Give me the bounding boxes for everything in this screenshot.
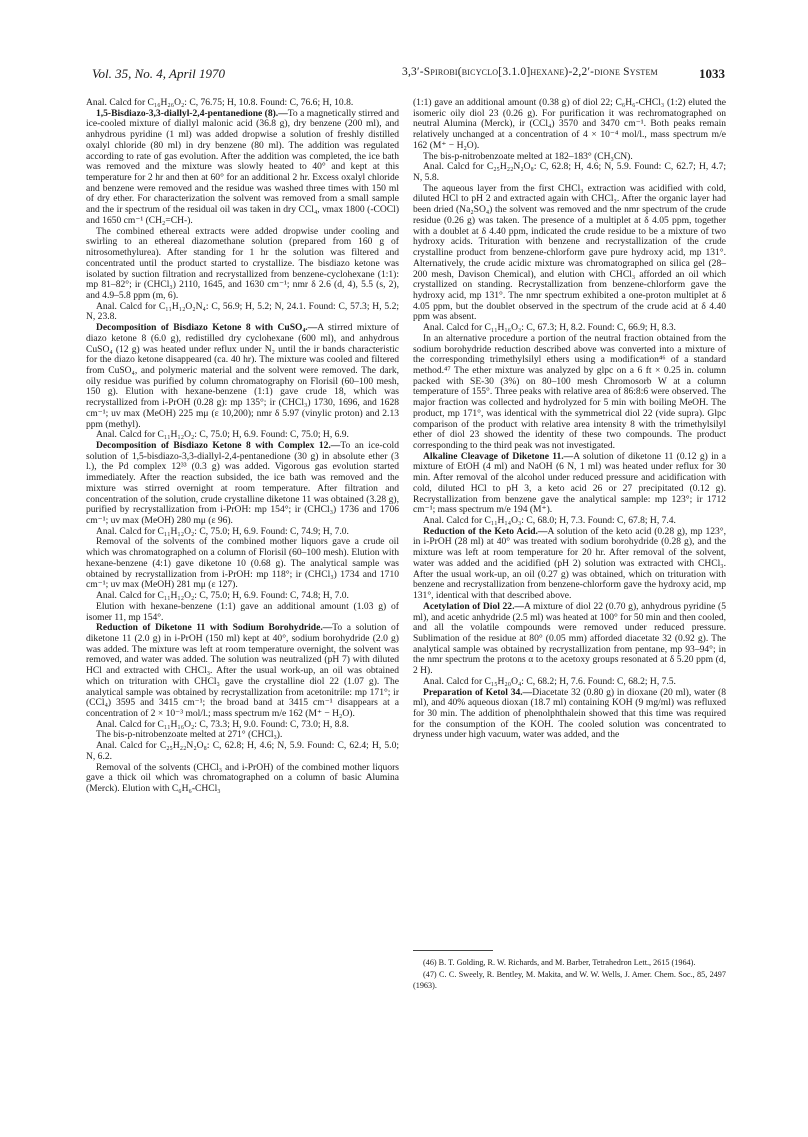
paragraph (86, 741, 399, 762)
paragraph-text: Anal. Calcd for C₁₁H₁₆O₃: C, 67.3; H, 8.2. Found: C, 66.9; H, 8.3. (423, 322, 676, 334)
section-heading: Acetylation of Diol 22.— (423, 600, 525, 612)
paragraph (86, 623, 399, 719)
paragraph (86, 302, 399, 323)
paragraph-text: Anal. Calcd for C₂₅H₂₂N₂O₈: C, 62.8; H, 4.6; N, 5.9. Found: C, 62.7; H, 4.7; N, 5.8. (413, 161, 726, 184)
paragraph (86, 763, 399, 795)
page-number: 1033 (699, 66, 725, 81)
right-text-column (413, 98, 726, 938)
left-text-column (86, 98, 399, 1128)
paragraph-text: The aqueous layer from the first CHCl₃ extraction was acidified with cold, diluted HCl to pH 2 and extracted again with CHCl₃. After the organic layer had been dried (Na₂SO₄) the solvent was removed and the nmr spectrum of the crude residue (0.26 g) was taken. The presence of a multiplet at δ 4.05 ppm, together with a doublet at δ 4.40 ppm, indicated the crude residue to be a mixture of two hydroxy acids. Trituration with benzene and recrystallization of the crude crystalline product from benzene-chlorform gave pure hydroxy acid, mp 131°. Alternatively, the crude acidic mixture was chromatographed on silica gel (28–200 mesh, Davison Chemical), and elution with CHCl₃ afforded an oil which crystallized on standing. Recrystallization from benzene-chlorform gave the hydroxy acid, mp 131°. The nmr spectrum exhibited a one-proton multiplet at δ 4.05 ppm, but the doublet observed in the spectrum of the crude acid at δ 4.40 ppm was absent. (413, 182, 726, 323)
section-heading: Reduction of Diketone 11 with Sodium Borohydride.— (96, 622, 333, 634)
paragraph-text: Anal. Calcd for C₁₅H₂₀O₄: C, 68.2; H, 7.6. Found: C, 68.2; H, 7.5. (423, 675, 676, 687)
reference-item: (47) C. C. Sweely, R. Bentley, M. Makita, and W. W. Wells, J. Amer. Chem. Soc., 85, 2497 (1963). (413, 970, 726, 990)
paragraph (413, 452, 726, 516)
section-heading: 1,5-Bisdiazo-3,3-diallyl-2,4-pentanedione (8).— (96, 107, 288, 119)
section-heading: Decomposition of Bisdiazo Ketone 8 with Complex 12.— (96, 440, 341, 451)
section-heading: Alkaline Cleavage of Diketone 11.— (423, 450, 574, 462)
paragraph-text: (1:1) gave an additional amount (0.38 g) of diol 22; C₆H₆-CHCl₃ (1:2) eluted the isomeric oily diol 23 (0.26 g). For purification it was rechromatographed on neutral Alumina (Merck), ir (CCl₄) 3570 and 3470 cm⁻¹. Both peaks remain relatively unchanged at a concentration of 4 × 10⁻⁴ mol/l., mass spectrum m/e 162 (M⁺ − H₂O). (413, 97, 726, 151)
paragraph-text: Anal. Calcd for C₂₅H₂₂N₂O₈: C, 62.8; H, 4.6; N, 5.9. Found: C, 62.4; H, 5.0; N, 6.2. (86, 740, 399, 762)
journal-volume-header: Vol. 35, No. 4, April 1970 (92, 66, 226, 81)
paragraph-text: A solution of diketone 11 (0.12 g) in a mixture of EtOH (4 ml) and NaOH (6 N, 1 ml) was heated under reflux for 30 min. After removal of the alcohol under reduced pressure and acidification with cold, diluted HCl to pH 3, a keto acid 26 or 27 precipitated (0.12 g). Recrystallization from benzene gave the analytical sample: mp 123°; ir 1712 cm⁻¹; mass spectrum m/e 194 (M⁺). (413, 450, 726, 516)
paragraph-text: Anal. Calcd for C₁₁H₁₂O₂N₄: C, 56.9; H, 5.2; N, 24.1. Found: C, 57.3; H, 5.2; N, 23.8. (86, 300, 399, 323)
paragraph-text: Anal. Calcd for C₁₁H₁₄O₃: C, 68.0; H, 7.3. Found: C, 67.8; H, 7.4. (423, 515, 676, 527)
paragraph (413, 184, 726, 323)
paragraph-text: A mixture of diol 22 (0.70 g), anhydrous pyridine (5 ml), and acetic anhydride (2.5 ml) was heated at 100° for 50 min and then cooled, and all the volatile compounds were removed under reduced pressure. Sublimation of the residue at 80° (0.05 mm) afforded diacetate 32 (0.92 g). The analytical sample was obtained by recrystallization from pentane, mp 93–94°; in the nmr spectrum the protons α to the acetoxy groups resonated at δ 5.20 ppm (d, 2 H). (413, 600, 726, 677)
paragraph-text: Anal. Calcd for C₁₁H₁₂O₂: C, 75.0; H, 6.9. Found: C, 74.9; H, 7.0. (96, 525, 349, 537)
reference-item: (46) B. T. Golding, R. W. Richards, and M. Barber, Tetrahedron Lett., 2615 (1964). (423, 958, 696, 967)
paragraph-text: Diacetate 32 (0.80 g) in dioxane (20 ml), water (8 ml), and 40% aqueous dioxan (18.7 ml) containing KOH (9 mg/ml) was refluxed for 30 min. The addition of phenolphthalein showed that this time was required for the consumption of the KOH. The cooled solution was concentrated to dryness under high vacuum, water was added, and the (413, 686, 726, 741)
paragraph-text: Removal of the solvents of the combined mother liquors gave a crude oil which was chromatographed on a column of Florisil (60–100 mesh). Elution with hexane-benzene (4:1) gave diketone 10 (0.68 g). The analytical sample was obtained by recrystallization from i-PrOH: mp 118°; ir (CHCl₃) 1734 and 1710 cm⁻¹; uv max (MeOH) 281 mμ (ε 127). (86, 536, 399, 591)
paragraph-text: Anal. Calcd for C₁₆H₂₆O₂: C, 76.75; H, 10.8. Found: C, 76.6; H, 10.8. (86, 97, 354, 108)
paragraph-text: Removal of the solvents (CHCl₃ and i-PrOH) of the combined mother liquors gave a thick oil which was chromatographed on a column of basic Alumina (Merck). Elution with C₆H₆-CHCl₃ (86, 761, 399, 794)
paragraph-text: Anal. Calcd for C₁₁H₁₆O₂: C, 73.3; H, 9.0. Found: C, 73.0; H, 8.8. (96, 718, 349, 730)
running-title: 3,3′-Spirobi(bicyclo[3.1.0]hexane)-2,2′-dione System (402, 66, 658, 78)
paragraph-text: The bis-p-nitrobenzoate melted at 271° (CHCl₃). (96, 729, 283, 741)
paragraph-text: To a solution of diketone 11 (2.0 g) in i-PrOH (150 ml) kept at 40°, sodium borohydride (2.0 g) was added. The mixture was left at room temperature overnight, the solvent was removed, and water was added. The solution was neutralized (pH 7) with diluted HCl and extracted with CHCl₃. After the usual work-up, an oil was obtained which on trituration with CHCl₃ gave the crystalline diol 22 (1.07 g). The analytical sample was obtained by recrystallization from acetonitrile: mp 171°; ir (CCl₄) 3595 and 3415 cm⁻¹; the broad band at 3415 cm⁻¹ disappears at a concentration of 2 × 10⁻³ mol/l.; mass spectrum m/e 162 (M⁺ − H₂O). (86, 622, 399, 719)
paragraph-text: Anal. Calcd for C₁₁H₁₂O₂: C, 75.0; H, 6.9. Found: C, 75.0; H, 6.9. (96, 429, 349, 441)
paragraph-text: Anal. Calcd for C₁₁H₁₂O₂: C, 75.0; H, 6.9. Found: C, 74.8; H, 7.0. (96, 590, 349, 602)
footnote-references (413, 958, 726, 993)
paragraph (86, 323, 399, 430)
paragraph-text: To an ice-cold solution of 1,5-bisdiazo-3,3-diallyl-2,4-pentanedione (30 g) in absolute ether (3 l.), the Pd complex 12³³ (0.3 g) was added. Vigorous gas evolution started immediately. After the reaction subsided, the ice bath was removed and the mixture was stirred overnight at room temperature. After filtration and concentration of the solution, crude crystalline diketone 11 was obtained (3.28 g), purified by recrystallization from i-PrOH: mp 154°; ir (CHCl₃) 1736 and 1706 cm⁻¹; uv max (MeOH) 280 mμ (ε 96). (86, 440, 399, 527)
section-heading: Decomposition of Bisdiazo Ketone 8 with CuSO₄.— (96, 322, 318, 334)
paragraph (86, 227, 399, 302)
section-heading: Preparation of Ketol 34.— (423, 686, 533, 698)
section-heading: Reduction of the Keto Acid.— (423, 525, 548, 537)
paragraph (86, 537, 399, 591)
paragraph-text: A stirred mixture of diazo ketone 8 (6.0 g), redistilled dry cyclohexane (600 ml), and anhydrous CuSO₄ (12 g) was heated under reflux under N₂ until the ir bands characteristic for the diazo ketone disappeared (ca. 40 hr). The mixture was cooled and filtered from CuSO₄, and polymeric material and the solvent were removed. The dark, oily residue was purified by column chromatography on Florisil (60–100 mesh, 150 g). Elution with hexane-benzene (1:1) gave crude 18, which was recrystallized from i-PrOH (0.28 g): mp 135°; ir (CHCl₃) 1730, 1696, and 1628 cm⁻¹; uv max (MeOH) 225 mμ (ε 10,200); nmr δ 5.97 (vinylic proton) and 2.13 ppm (methyl). (86, 322, 399, 430)
paragraph-text: A solution of the keto acid (0.28 g), mp 123°, in i-PrOH (28 ml) at 40° was treated with sodium borohydride (0.28 g), and the mixture was left at room temperature for 20 hr. After removal of the solvent, water was added and the acidified (pH 2) solution was extracted with CHCl₃. After the usual work-up, an oil (0.27 g) was obtained, which on trituration with benzene and recrystallization from benzene-chlorform gave the hydroxy acid, mp 131°, identical with that described above. (413, 525, 726, 602)
paragraph-text: In an alternative procedure a portion of the neutral fraction obtained from the sodium borohydride reduction described above was converted into a mixture of the corresponding trimethylsilyl ethers using a modification⁴⁶ of a standard method.⁴⁷ The ether mixture was analyzed by glpc on a 6 ft × 0.25 in. column packed with SE-30 (3%) on 80–100 mesh Chromosorb W at a column temperature of 155°. Three peaks with relative area of 86:8:6 were observed. The major fraction was collected and hydrolyzed for 5 min with boiling MeOH. The product, mp 171°, was identical with the symmetrical diol 22 (vide supra). Glpc comparison of the product with relative area intensity 8 with the trimethylsilyl ether of diol 23 showed the identity of these two compounds. The product corresponding to the third peak was not investigated. (413, 332, 726, 451)
paragraph (413, 98, 726, 152)
paragraph (413, 527, 726, 602)
paragraph-text: Elution with hexane-benzene (1:1) gave an additional amount (1.03 g) of isomer 11, mp 154°. (86, 600, 399, 623)
paragraph-text: The bis-p-nitrobenzoate melted at 182–183° (CH₃CN). (423, 150, 633, 162)
paragraph (413, 334, 726, 452)
paragraph (86, 109, 399, 227)
paragraph (413, 602, 726, 677)
paragraph (86, 441, 399, 527)
paragraph-text: The combined ethereal extracts were added dropwise under cooling and swirling to an ethereal diazomethane solution (prepared from 160 g of nitrosomethylurea). After standing for 1 hr the solution was filtered and concentrated until the product started to crystallize. The bisdiazo ketone was isolated by suction filtration and recrystallized from benzene-cyclohexane (1:1): mp 81–82°; ir (CHCl₃) 2110, 1645, and 1630 cm⁻¹; nmr δ 2.6 (d, 4), 5.5 (s, 2), and 4.9–5.8 ppm (m, 6). (86, 225, 399, 301)
paragraph (413, 162, 726, 183)
paragraph (86, 602, 399, 623)
footnote-rule (413, 950, 493, 951)
paragraph (413, 688, 726, 742)
paragraph-text: To a magnetically stirred and ice-cooled mixture of diallyl malonic acid (36.8 g), dry benzene (200 ml), and anhydrous pyridine (1 ml) was added dropwise a solution of freshly distilled oxalyl chloride (80 ml) in dry benzene (80 ml). The addition was regulated according to rate of gas evolution. After the addition was completed, the ice bath was removed and the mixture was slowly heated to 40° and kept at this temperature for 2 hr and then at 60° for an additional 2 hr. Excess oxalyl chloride and benzene were removed and the residue was washed three times with 150 ml of dry ether. For characterization the solvent was removed from a small sample and the ir spectrum of the residual oil was taken in dry CCl₄, νmax 1800 (-COCl) and 1650 cm⁻¹ (CH₂=CH-). (86, 107, 399, 226)
